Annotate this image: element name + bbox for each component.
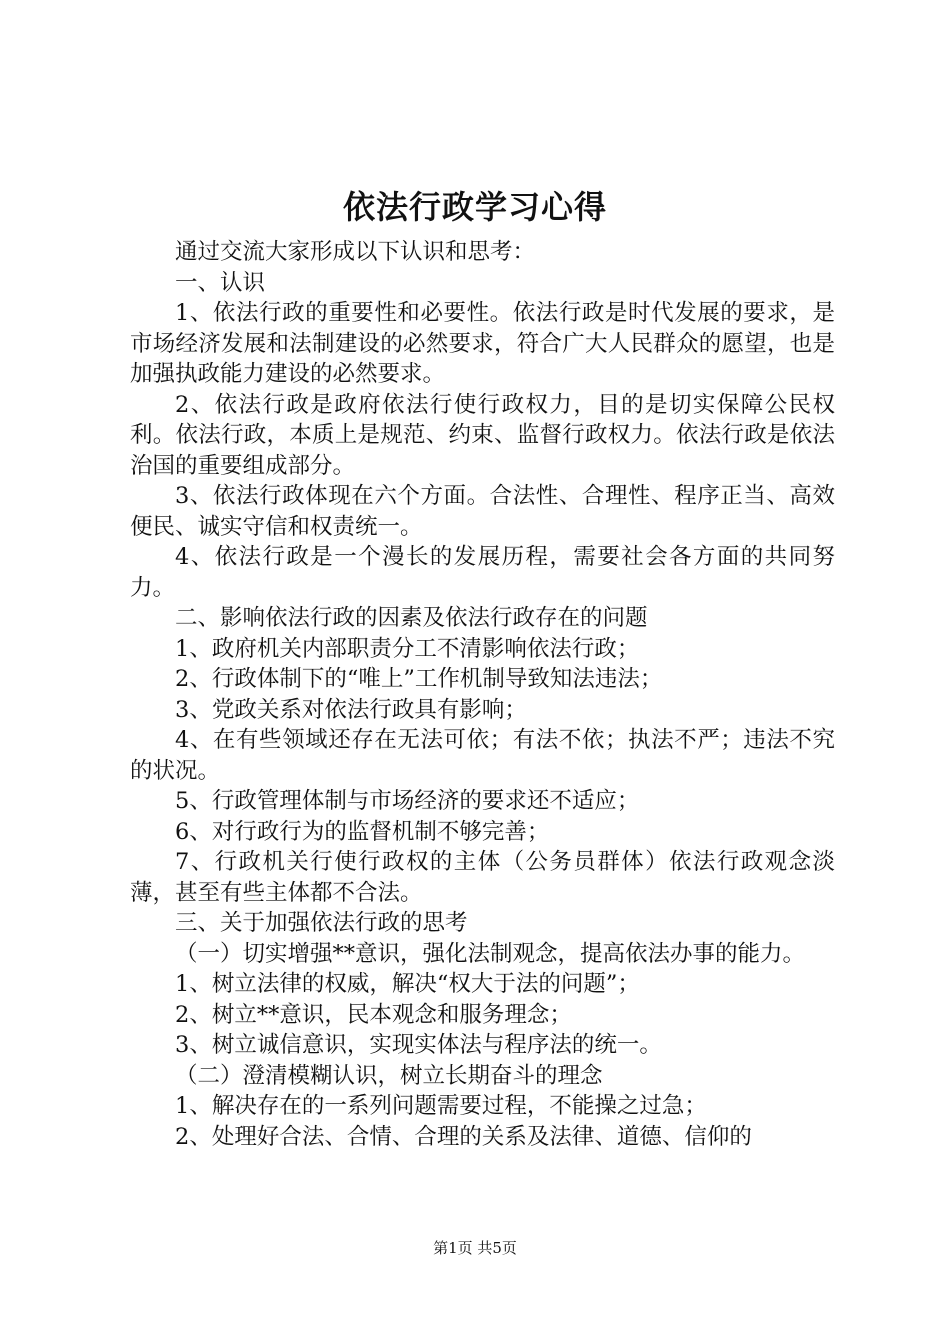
paragraph: 1、树立法律的权威，解决“权大于法的问题”； xyxy=(175,971,640,997)
paragraph: 通过交流大家形成以下认识和思考： xyxy=(175,239,536,265)
paragraph: 2、行政体制下的“唯上”工作机制导致知法违法； xyxy=(175,666,663,692)
paragraph: 2、依法行政是政府依法行使行政权力，目的是切实保障公民权利。依法行政，本质上是规范、约束、监督行政权力。依法行政是依法治国的重要组成部分。 xyxy=(130,391,835,479)
paragraph: 1、政府机关内部职责分工不清影响依法行政； xyxy=(175,635,640,662)
paragraph: 7、行政机关行使行政权的主体（公务员群体）依法行政观念淡薄，甚至有些主体都不合法。 xyxy=(130,849,835,906)
paragraph: 6、对行政行为的监督机制不够完善； xyxy=(175,818,550,845)
page-number-footer: 第1页 共5页 xyxy=(433,1239,517,1257)
subsection-heading: （二）澄清模糊认识，树立长期奋斗的理念 xyxy=(175,1062,603,1089)
document-body xyxy=(130,237,835,1152)
document-title: 依法行政学习心得 xyxy=(342,188,607,226)
section-heading: 二、影响依法行政的因素及依法行政存在的问题 xyxy=(175,605,648,631)
paragraph: 5、行政管理体制与市场经济的要求还不适应； xyxy=(175,788,640,814)
subsection-heading: （一）切实增强**意识，强化法制观念，提高依法办事的能力。 xyxy=(175,940,806,967)
section-heading: 一、认识 xyxy=(175,269,266,296)
paragraph: 2、处理好合法、合情、合理的关系及法律、道德、信仰的 xyxy=(175,1123,752,1150)
paragraph: 4、依法行政是一个漫长的发展历程，需要社会各方面的共同努力。 xyxy=(130,544,835,601)
section-heading: 三、关于加强依法行政的思考 xyxy=(175,910,468,936)
paragraph: 3、党政关系对依法行政具有影响； xyxy=(175,696,527,723)
paragraph: 1、依法行政的重要性和必要性。依法行政是时代发展的要求，是市场经济发展和法制建设的必然要求，符合广大人民群众的愿望，也是加强执政能力建设的必然要求。 xyxy=(130,300,835,387)
paragraph: 3、树立诚信意识，实现实体法与程序法的统一。 xyxy=(175,1032,662,1058)
paragraph: 3、依法行政体现在六个方面。合法性、合理性、程序正当、高效便民、诚实守信和权责统一。 xyxy=(130,483,835,540)
paragraph: 2、树立**意识，民本观念和服务理念； xyxy=(175,1001,572,1028)
paragraph: 1、解决存在的一系列问题需要过程，不能操之过急； xyxy=(175,1093,707,1119)
paragraph: 4、在有些领域还存在无法可依；有法不依；执法不严；违法不究的状况。 xyxy=(130,727,835,784)
